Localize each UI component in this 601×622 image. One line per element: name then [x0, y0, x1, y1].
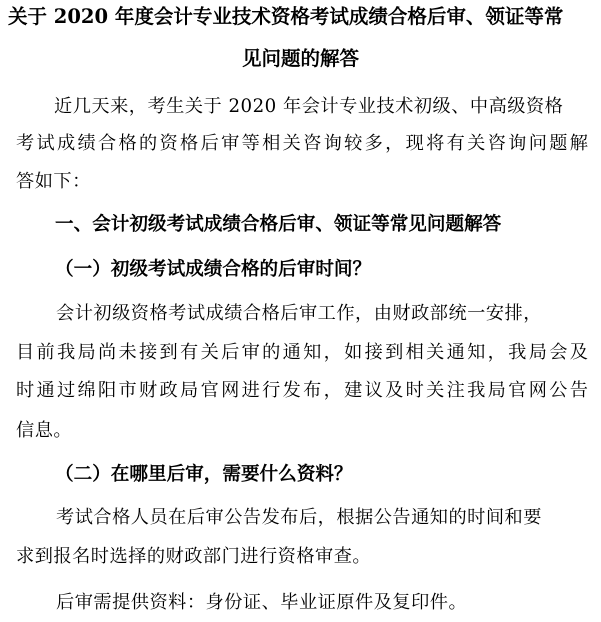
question-2-heading: （二）在哪里后审，需要什么资料？	[55, 464, 353, 485]
question-2-answer-line-2: 求到报名时选择的财政部门进行资格审查。	[16, 546, 372, 567]
section-1-heading: 一、会计初级考试成绩合格后审、领证等常见问题解答	[55, 214, 502, 235]
document-title-line-2: 见问题的解答	[241, 47, 359, 70]
intro-line-1: 近几天来，考生关于 2020 年会计专业技术初级、中高级资格	[54, 96, 564, 117]
materials-line: 后审需提供资料：身份证、毕业证原件及复印件。	[56, 592, 468, 613]
document-title-line-1: 关于 2020 年度会计专业技术资格考试成绩合格后审、领证等常	[8, 5, 564, 28]
question-1-heading: （一）初级考试成绩合格的后审时间？	[55, 259, 372, 280]
question-2-answer-line-1: 考试合格人员在后审公告发布后，根据公告通知的时间和要	[56, 507, 542, 528]
question-1-answer-line-1: 会计初级资格考试成绩合格后审工作，由财政部统一安排，	[56, 303, 542, 324]
question-1-answer-line-3: 时通过绵阳市财政局官网进行发布，建议及时关注我局官网公告	[16, 380, 591, 401]
question-1-answer-line-2: 目前我局尚未接到有关后审的通知，如接到相关通知，我局会及	[16, 342, 591, 363]
question-1-answer-line-4: 信息。	[16, 420, 73, 441]
intro-line-3: 答如下：	[16, 171, 91, 192]
intro-line-2: 考试成绩合格的资格后审等相关咨询较多，现将有关咨询问题解	[16, 133, 591, 154]
